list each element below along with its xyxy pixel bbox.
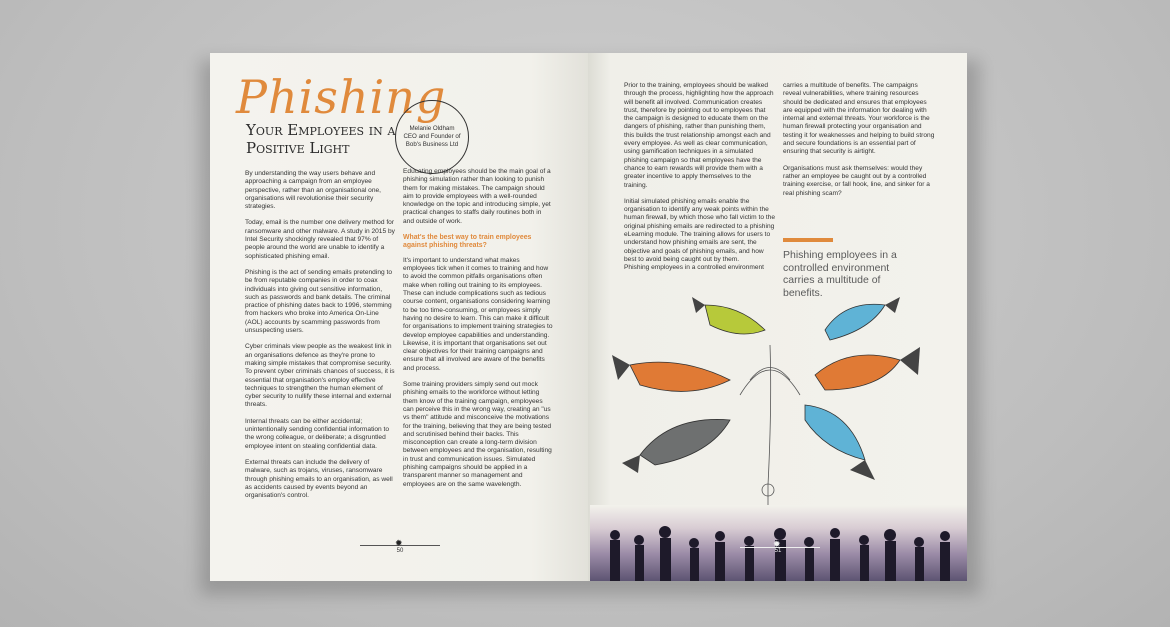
star-ornament-icon: ✹ <box>773 539 781 549</box>
author-badge <box>395 100 469 174</box>
fish-blue-top <box>825 297 900 340</box>
paragraph: External threats can include the delivery of malware, such as trojans, viruses, ransomware through phishing emails to an organisation, as well as accidents caused by events beyond an organisation's control. <box>245 458 393 500</box>
paragraph: Internal threats can be either accidental; unintentionally sending confidential information to the wrong colleague, or deliberate; a disgruntled employee intent on stealing confidential data. <box>245 417 390 450</box>
article-title: Phishing <box>236 70 447 124</box>
fish-orange-right <box>815 347 920 390</box>
pull-quote: Phishing employees in a controlled environment carries a multitude of benefits. <box>783 249 897 299</box>
left-column-1 <box>245 170 395 508</box>
left-column-2 <box>403 168 553 497</box>
paragraph: Initial simulated phishing emails enable the organisation to identify any weak points within the human firewall, by which those who fall victim to the original phishing emails are redirected to a phishing eLearning module. The training allows for users to understand how phishing emails are sent, the objective and goals of phishing emails, and how best to avoid being caught out by them. <box>624 197 775 263</box>
article-subtitle: Your Employees in a Positive Light <box>246 121 396 157</box>
paragraph: Phishing is the act of sending emails pretending to be from reputable companies in order to coax individuals into giving out sensitive information, such as passwords and bank details. The criminal practice of phishing dates back to 1996, stemming from hackers who broke into America On-Line (AOL) accounts by scamming passwords from unsuspecting users. <box>245 268 392 335</box>
paragraph: Some training providers simply send out mock phishing emails to the workforce without letting them know of the training campaign, employees can perceive this in the wrong way, creating an "us vs them" attitude and misconceive the motivations for the training, believing that they are being tested and scrutinised behind their backs. This misconception can create a long-term division between employees and the organisation, resulting in trust and communication issues. Simulated phishing campaigns should be applied in a transparent manner so management and employees are on the same wavelength. <box>403 381 552 488</box>
paragraph: It's important to understand what makes employees tick when it comes to training and how to avoid the common pitfalls organisations often make when rolling out training to its employees. These can include complications such as tedious course content, organisations considering learning to be too time-consuming, or employees simply having no desire to learn. This can make it difficult for organisations to implement training strategies to develop employee capabilities and understanding. Likewise, it is important that organisations set out clear objectives for their training campaigns and ensure that all involved are aware of the benefits and process. <box>403 256 553 372</box>
page-number: 50 <box>396 548 404 554</box>
paragraph: carries a multitude of benefits. The campaigns reveal vulnerabilities, where training resources should be dedicated and ensures that employees are equipped with the information for dealing with internal and external threats. Your workforce is the human firewall protecting your organisation and testing it for weaknesses and helping to build strong and secure foundations is an essential part of ensuring that security is airtight. <box>783 82 935 156</box>
paragraph: Prior to the training, employees should be walked through the process, highlighting how the approach will benefit all involved. Communication creates trust, therefore by pointing out to employees that the campaign is designed to educate them on the dangers of phishing, rather than punishing them, this builds the trust relationship amongst each and every employee. As well as clear communication, using gamification techniques in a simulated phishing campaign so that employees have the chance to earn rewards will provide them with a greater incentive to apply themselves to the training. <box>624 82 774 189</box>
paragraph: Educating employees should be the main goal of a phishing simulation rather than looking to punish them for making mistakes. The campaign should aim to provide employees with a well-rounded knowledge on the topic and introducing simple, yet practical changes to staffs daily routines both in and outside of work. <box>403 168 551 225</box>
page-number: 51 <box>774 548 782 554</box>
star-ornament-icon: ✹ <box>395 538 403 548</box>
fish-blue-bottom <box>805 405 875 480</box>
paragraph: Organisations must ask themselves: would they rather an employee be caught out by a controlled training exercise, or fall hook, line, and sinker for a real phishing scam? <box>783 164 930 197</box>
section-heading: What's the best way to train employees against phishing threats? <box>403 234 532 250</box>
paragraph: Today, email is the number one delivery method for ransomware and other malware. A study in 2015 by Intel Security shockingly revealed that 97% of people around the world are unable to identify a sophisticated phishing email. <box>245 219 395 260</box>
author-credit: Melanie Oldham CEO and Founder of Bob's Business Ltd <box>403 125 461 148</box>
paragraph: By understanding the way users behave and approaching a campaign from an employee perspective, rather than an organisational one, organisations will revolutionise their security strategies. <box>245 170 381 211</box>
fish-grey <box>622 419 730 473</box>
paragraph: Cyber criminals view people as the weakest link in an organisations defence as they're prone to making simple mistakes that compromise security. To prevent cyber criminals chances of success, it is essential that organisation's employ effective techniques to strengthen the human element of cyber security to nullify these internal and external threats. <box>245 343 395 409</box>
fish-orange-left <box>612 355 730 391</box>
paragraph: Phishing employees in a controlled environment <box>624 264 765 272</box>
right-column-2 <box>783 82 935 206</box>
fish-on-hooks-illustration <box>600 285 940 515</box>
right-column-1 <box>624 82 776 281</box>
pull-quote-bar <box>783 238 833 242</box>
fish-green <box>692 297 765 334</box>
